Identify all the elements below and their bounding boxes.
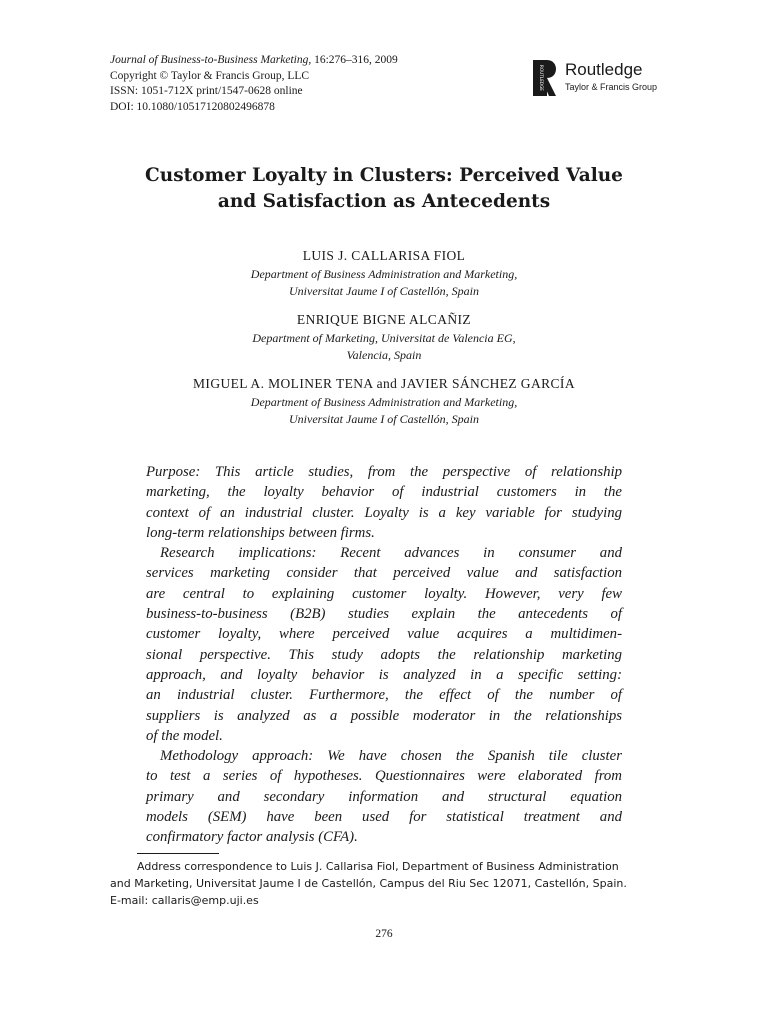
journal-volume: , 16:276–316, 2009 [308,54,398,66]
affiliation-3-line-1: Department of Business Administration and Marketing, [250,395,518,409]
abstract-line: long-term relationships between firms. [146,524,375,541]
footnote-line: and Marketing, Universitat Jaume I de Castellón, Campus del Riu Sec 12071, Castellón, Spain. [110,877,627,890]
footnote-divider [137,853,219,854]
abstract-line: Purpose: This article studies, from the perspective of relationship [146,464,622,480]
affiliation-3 [90,394,678,428]
affiliation-2-line-2: Valencia, Spain [346,348,422,362]
abstract-line: confirmatory factor analysis (CFA). [146,829,358,846]
abstract-line: to test a series of hypotheses. Questionnaires were elaborated from [146,768,622,785]
abstract-line: business-to-business (B2B) studies explain the antecedents of [146,606,622,623]
affiliation-2 [90,330,678,364]
author-2: ENRIQUE BIGNE ALCAÑIZ [296,312,472,327]
abstract-line: models (SEM) have been used for statistical treatment and [146,809,622,826]
affiliation-1-line-2: Universitat Jaume I of Castellón, Spain [289,284,479,298]
page-number: 276 [375,928,393,940]
abstract-line: marketing, the loyalty behavior of industrial customers in the [146,484,622,501]
abstract-line: approach, and loyalty behavior is analyzed in a specific setting: [146,666,622,683]
abstract-line: an industrial cluster. Furthermore, the effect of the number of [146,687,622,704]
journal-name: Journal of Business-to-Business Marketing [110,54,309,66]
issn-line: ISSN: 1051-712X print/1547-0628 online [110,85,303,97]
copyright-line: Copyright © Taylor & Francis Group, LLC [110,69,310,82]
title-line-2: and Satisfaction as Antecedents [217,191,551,212]
routledge-logo-icon [532,58,560,98]
abstract [146,462,622,848]
affiliation-1-line-1: Department of Business Administration and Marketing, [250,267,518,281]
article-title [90,163,678,215]
publisher-brand: Routledge [565,60,643,79]
logo-mark-text: ROUTLEDGE [539,65,544,91]
abstract-line: suppliers is analyzed as a possible moderator in the relationships [146,707,622,724]
publisher-logo [532,58,672,98]
affiliation-3-line-2: Universitat Jaume I of Castellón, Spain [289,412,479,426]
abstract-line: customer loyalty, where perceived value acquires a multidimen- [146,626,622,643]
footnote-email[interactable]: E-mail: callaris@emp.uji.es [110,894,259,907]
journal-header [110,53,398,115]
doi-line: DOI: 10.1080/10517120802496878 [110,100,275,113]
publisher-subbrand: Taylor & Francis Group [565,82,658,92]
abstract-line: primary and secondary information and structural equation [146,788,622,805]
abstract-line: are central to explaining customer loyalty. However, very few [146,585,622,602]
journal-citation [110,53,398,69]
affiliation-1 [90,266,678,300]
author-3: MIGUEL A. MOLINER TENA and JAVIER SÁNCHEZ GARCÍA [193,376,575,391]
correspondence-footnote [110,858,658,909]
author-1: LUIS J. CALLARISA FIOL [302,248,466,263]
abstract-line: services marketing consider that perceived value and satisfaction [146,565,622,582]
affiliation-2-line-1: Department of Marketing, Universitat de Valencia EG, [252,331,516,345]
abstract-line: Methodology approach: We have chosen the Spanish tile cluster [160,748,622,765]
abstract-line: context of an industrial cluster. Loyalty is a key variable for studying [146,504,622,521]
abstract-line: of the model. [146,727,223,744]
title-line-1: Customer Loyalty in Clusters: Perceived Value [145,165,623,186]
footnote-line: Address correspondence to Luis J. Callarisa Fiol, Department of Business Administration [137,860,619,873]
abstract-line: Research implications: Recent advances in consumer and [160,545,622,562]
abstract-line: sional perspective. This study adopts the relationship marketing [146,646,622,663]
